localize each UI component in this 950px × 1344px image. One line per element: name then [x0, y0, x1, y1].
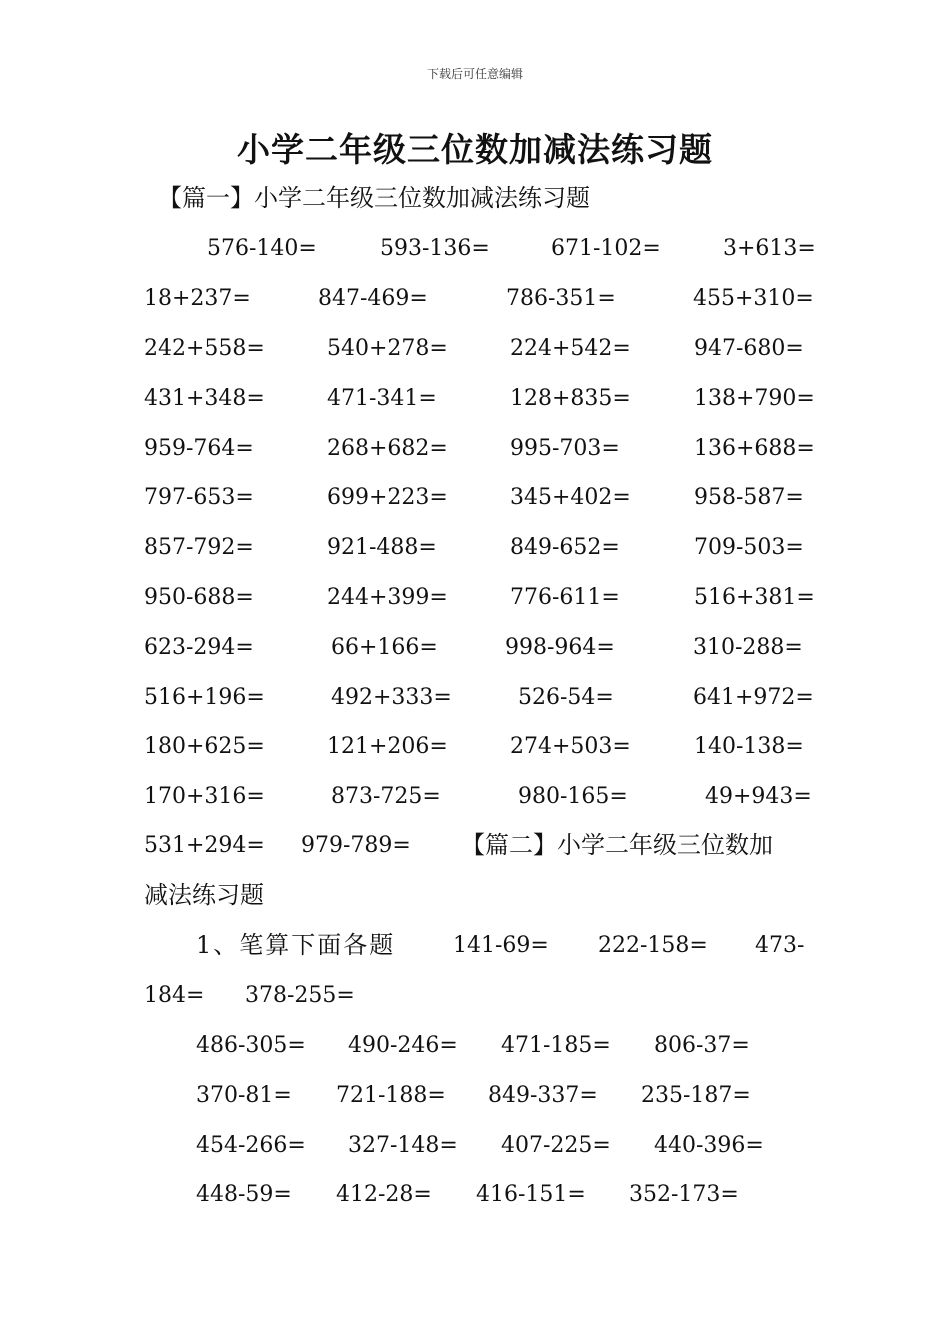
problem-item: 3+613= — [723, 236, 816, 261]
problem-item: 980-165= — [518, 784, 628, 809]
problem-item: 516+381= — [694, 585, 815, 610]
problem-item: 797-653= — [144, 485, 254, 510]
problem-item: 244+399= — [327, 585, 448, 610]
section2-intro: 1、笔算下面各题 — [196, 931, 396, 959]
problem-item: 454-266= — [196, 1133, 306, 1158]
problem-item: 140-138= — [694, 734, 804, 759]
problem-item: 492+333= — [331, 685, 452, 710]
problem-item: 471-185= — [501, 1033, 611, 1058]
problem-item: 141-69= — [453, 933, 549, 958]
problem-item: 370-81= — [196, 1083, 292, 1108]
problem-item: 473- — [755, 933, 805, 958]
problem-item: 959-764= — [144, 436, 254, 461]
problem-item: 847-469= — [318, 286, 428, 311]
problem-item: 455+310= — [693, 286, 814, 311]
problem-item: 274+503= — [510, 734, 631, 759]
problem-item: 327-148= — [348, 1133, 458, 1158]
problem-item: 950-688= — [144, 585, 254, 610]
problem-item: 136+688= — [694, 436, 815, 461]
problem-item: 310-288= — [693, 635, 803, 660]
problem-item: 486-305= — [196, 1033, 306, 1058]
problem-item: 431+348= — [144, 386, 265, 411]
problem-item: 180+625= — [144, 734, 265, 759]
problem-item: 345+402= — [510, 485, 631, 510]
problem-item: 516+196= — [144, 685, 265, 710]
problem-item: 448-59= — [196, 1182, 292, 1207]
problem-item: 958-587= — [694, 485, 804, 510]
problem-item: 709-503= — [694, 535, 804, 560]
problem-item: 526-54= — [518, 685, 614, 710]
problem-item: 235-187= — [641, 1083, 751, 1108]
problem-item: 671-102= — [551, 236, 661, 261]
problem-item: 184= — [144, 983, 205, 1008]
section2-heading-continued: 减法练习题 — [144, 881, 264, 909]
problem-item: 699+223= — [327, 485, 448, 510]
problem-item: 776-611= — [510, 585, 620, 610]
problem-item: 128+835= — [510, 386, 631, 411]
problem-item: 170+316= — [144, 784, 265, 809]
problem-item: 540+278= — [327, 336, 448, 361]
page-title: 小学二年级三位数加减法练习题 — [237, 130, 713, 169]
problem-item: 268+682= — [327, 436, 448, 461]
problem-item: 995-703= — [510, 436, 620, 461]
problem-item: 849-337= — [488, 1083, 598, 1108]
problem-item: 921-488= — [327, 535, 437, 560]
problem-item: 641+972= — [693, 685, 814, 710]
problem-item: 121+206= — [327, 734, 448, 759]
section2-heading: 【篇二】小学二年级三位数加 — [461, 831, 773, 859]
problem-item: 440-396= — [654, 1133, 764, 1158]
problem-item: 471-341= — [327, 386, 437, 411]
problem-item: 378-255= — [245, 983, 355, 1008]
problem-item: 873-725= — [331, 784, 441, 809]
problem-item: 721-188= — [336, 1083, 446, 1108]
problem-item: 138+790= — [694, 386, 815, 411]
problem-item: 979-789= — [301, 833, 411, 858]
problem-item: 531+294= — [144, 833, 265, 858]
problem-item: 242+558= — [144, 336, 265, 361]
problem-item: 352-173= — [629, 1182, 739, 1207]
problem-item: 416-151= — [476, 1182, 586, 1207]
problem-item: 49+943= — [705, 784, 812, 809]
problem-item: 407-225= — [501, 1133, 611, 1158]
problem-item: 849-652= — [510, 535, 620, 560]
problem-item: 623-294= — [144, 635, 254, 660]
problem-item: 224+542= — [510, 336, 631, 361]
problem-item: 222-158= — [598, 933, 708, 958]
problem-item: 412-28= — [336, 1182, 432, 1207]
problem-item: 576-140= — [207, 236, 317, 261]
problem-item: 66+166= — [331, 635, 438, 660]
section1-heading: 【篇一】小学二年级三位数加减法练习题 — [158, 184, 590, 212]
problem-item: 947-680= — [694, 336, 804, 361]
problem-item: 490-246= — [348, 1033, 458, 1058]
problem-item: 857-792= — [144, 535, 254, 560]
problem-item: 18+237= — [144, 286, 251, 311]
problem-item: 998-964= — [505, 635, 615, 660]
problem-item: 806-37= — [654, 1033, 750, 1058]
header-note: 下载后可任意编辑 — [426, 67, 523, 81]
problem-item: 593-136= — [380, 236, 490, 261]
problem-item: 786-351= — [506, 286, 616, 311]
